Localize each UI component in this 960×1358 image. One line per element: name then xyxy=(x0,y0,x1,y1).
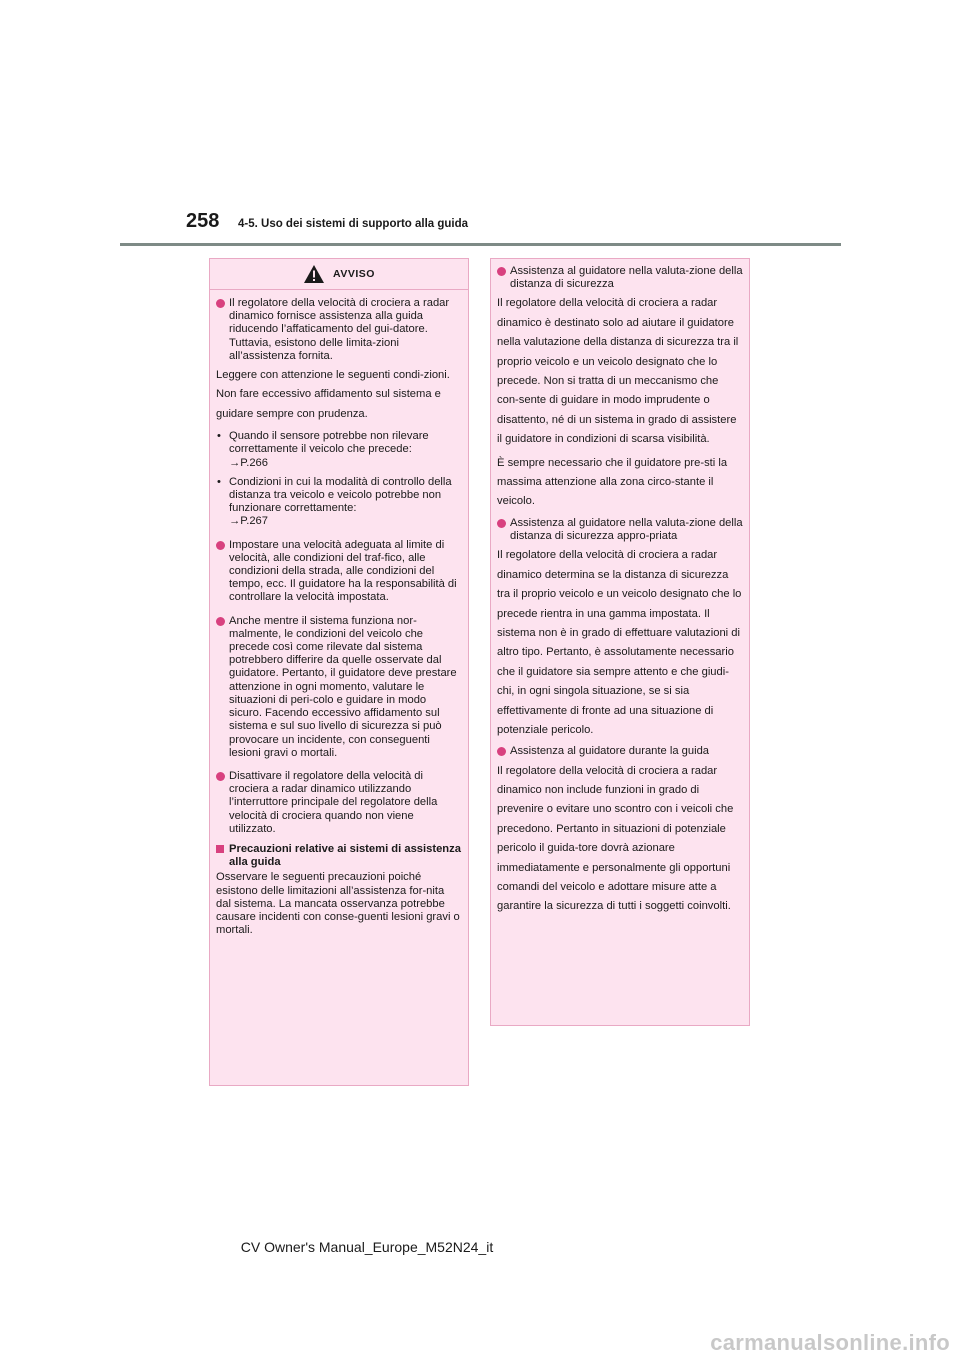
right-paragraph-4: Il regolatore della velocità di crociera a radar dinamico non include funzioni in grado di prevenire o evitare uno scontro con i veicoli che precedono. Pertanto in situazioni di potenziale pericolo il guida-tore dovrà azionare immediatamente e personalmente gli opportuni comandi del veicolo e adottare misure atte a garantire la sicurezza di tutti i soggetti coinvolti. xyxy=(497,764,734,913)
warning-list-item-1-text: Quando il sensore potrebbe non rilevare correttamente il veicolo che precede: xyxy=(229,430,429,456)
page-reference-267[interactable]: →P.267 xyxy=(229,515,268,528)
warning-list-item-2 xyxy=(216,476,462,529)
warning-list-item-2-text: Condizioni in cui la modalità di controllo della distanza tra veicolo e veicolo potrebbe non funzionare correttamente: xyxy=(229,475,452,515)
watermark: carmanualsonline.info xyxy=(710,1330,950,1355)
continued-warning-box xyxy=(490,258,750,1026)
warning-bullet-4: Disattivare il regolatore della velocità di crociera a radar dinamico utilizzando l’interruttore principale del regolatore della velocità di crociera quando non viene utilizzato. xyxy=(216,770,462,836)
right-bullet-3: Assistenza al guidatore durante la guida xyxy=(497,745,743,758)
warning-bullet-2: Impostare una velocità adeguata al limite di velocità, alle condizioni del traf-fico, alle condizioni della strada, alle condizioni del tempo, ecc. Il guidatore ha la responsabilità di controllare la velocità impostata. xyxy=(216,539,462,605)
precautions-paragraph: Osservare le seguenti precauzioni poiché esistono delle limitazioni all’assistenza for-nita dal sistema. La mancata osservanza potrebbe causare incidenti con conse-guenti lesioni gravi o mortali. xyxy=(216,871,460,937)
manual-id: CV Owner's Manual_Europe_M52N24_it xyxy=(240,1239,494,1255)
right-bullet-2: Assistenza al guidatore nella valuta-zione della distanza di sicurezza appro-priata xyxy=(497,517,743,543)
right-paragraph-3: Il regolatore della velocità di crociera a radar dinamico determina se la distanza di sicurezza tra il proprio veicolo e un veicolo designato che lo precede rientra in una gamma impostata. Il sistema non è in grado di effettuare valutazioni di altro tipo. Pertanto, è assolutamente necessario che il guidatore sia sempre attento e che giudi-chi, in ogni singola situazione, se si sia effettivamente di fronte ad una situazione di potenziale pericolo. xyxy=(497,549,742,736)
warning-triangle-icon xyxy=(303,264,325,284)
warning-box xyxy=(209,258,469,1086)
warning-label: AVVISO xyxy=(333,268,375,280)
warning-list-item-1 xyxy=(216,430,462,470)
precautions-heading: Precauzioni relative ai sistemi di assistenza alla guida xyxy=(216,843,462,869)
right-paragraph-2: È sempre necessario che il guidatore pre-sti la massima attenzione alla zona circo-stante il veicolo. xyxy=(497,456,728,508)
page-reference-266[interactable]: →P.266 xyxy=(229,456,268,469)
warning-box-header xyxy=(210,259,468,290)
page-number: 258 xyxy=(186,210,220,232)
footer xyxy=(0,1239,960,1255)
section-title: 4-5. Uso dei sistemi di supporto alla guida xyxy=(238,218,469,230)
header-rule xyxy=(120,243,841,246)
warning-bullet-1: Il regolatore della velocità di crociera a radar dinamico fornisce assistenza alla guida riducendo l’affaticamento del gui-datore. Tuttavia, esistono delle limita-zioni all’assistenza fornita. xyxy=(216,297,462,363)
right-bullet-1: Assistenza al guidatore nella valuta-zione della distanza di sicurezza xyxy=(497,265,743,291)
right-paragraph-1: Il regolatore della velocità di crociera a radar dinamico è destinato solo ad aiutare il guidatore nella valutazione della distanza di sicurezza tra il proprio veicolo e un veicolo designato che lo precede. Non si tratta di un meccanismo che con-sente di guidare in modo imprudente o disattento, né di un sistema in grado di assistere il guidatore in condizioni di scarsa visibilità. xyxy=(497,297,739,446)
warning-paragraph-1: Leggere con attenzione le seguenti condi-zioni. Non fare eccessivo affidamento sul sistema e guidare sempre con prudenza. xyxy=(216,369,450,420)
warning-bullet-3: Anche mentre il sistema funziona nor-malmente, le condizioni del veicolo che precede così come rilevate dal sistema potrebbero differire da quelle osservate dal guidatore. Pertanto, il guidatore deve prestare attenzione in ogni momento, valutare le situazioni di peri-colo e guidare in modo sicuro. Facendo eccessivo affidamento sul sistema e sul suo livello di sicurezza si può provocare un incidente, con conseguenti lesioni gravi o mortali. xyxy=(216,615,462,760)
